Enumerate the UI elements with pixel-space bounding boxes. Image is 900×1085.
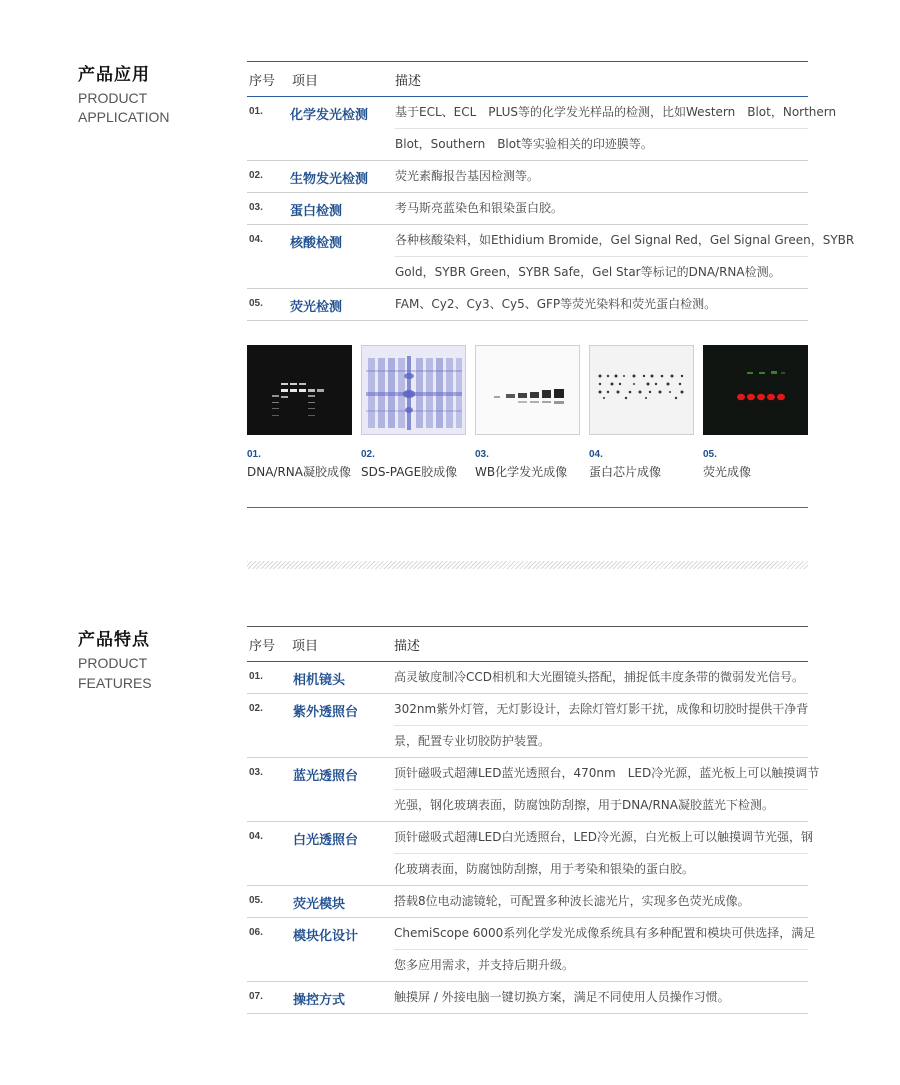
row-item: 相机镜头 (293, 673, 346, 688)
gallery-num: 05. (703, 449, 717, 460)
description-line: 基于ECL、ECL PLUS等的化学发光样品的检测，比如Western Blot，Northern (395, 105, 837, 119)
protein-chip-image (589, 345, 694, 435)
description-line: 光强，钢化玻璃表面，防腐蚀防刮擦，用于DNA/RNA凝胶蓝光下检测。 (394, 789, 808, 821)
description-line: 顶针磁吸式超薄LED蓝光透照台，470nm LED冷光源，蓝光板上可以触摸调节 (394, 766, 820, 780)
table-row (247, 886, 808, 918)
row-item: 蛋白检测 (290, 204, 343, 219)
row-item: 操控方式 (293, 993, 346, 1008)
table-row (247, 289, 808, 321)
row-description (395, 193, 808, 224)
header-seq: 序号 (249, 639, 276, 654)
row-item: 荧光模块 (293, 897, 346, 912)
row-description (394, 822, 814, 885)
row-item: 荧光检测 (290, 300, 343, 315)
section-title-en: PRODUCT (78, 90, 148, 106)
gallery-label: 荧光成像 (703, 465, 752, 479)
row-description (395, 225, 855, 288)
description-line: 荧光素酶报告基因检测等。 (395, 169, 540, 183)
description-line: FAM、Cy2、Cy3、Cy5、GFP等荧光染料和荧光蛋白检测。 (395, 297, 717, 311)
table-row (247, 161, 808, 193)
table-row (247, 193, 808, 225)
gallery-label: DNA/RNA凝胶成像 (247, 465, 351, 479)
application-table (247, 61, 855, 321)
row-number: 01. (249, 671, 263, 682)
gallery-num: 03. (475, 449, 489, 460)
table-row (247, 694, 808, 758)
table-row (247, 918, 816, 982)
table-row (247, 662, 808, 694)
gallery-label: WB化学发光成像 (475, 465, 568, 479)
row-description (395, 289, 808, 320)
row-number: 02. (249, 703, 263, 714)
row-item: 化学发光检测 (290, 108, 369, 123)
row-number: 07. (249, 991, 263, 1002)
row-description (395, 161, 808, 192)
fluorescence-image (703, 345, 808, 435)
section-title: 产品应用 (78, 65, 150, 85)
hatch-divider (247, 561, 808, 569)
description-line: 化玻璃表面，防腐蚀防刮擦，用于考染和银染的蛋白胶。 (394, 853, 808, 885)
row-description (394, 662, 808, 693)
description-line: Blot，Southern Blot等实验相关的印迹膜等。 (395, 128, 808, 160)
section-title-en: PRODUCT (78, 655, 148, 671)
row-item: 生物发光检测 (290, 172, 369, 187)
row-number: 01. (249, 106, 263, 117)
table-row (247, 822, 814, 886)
section-title-en: FEATURES (78, 675, 152, 691)
table-row (247, 97, 837, 161)
gallery-num: 01. (247, 449, 261, 460)
row-item: 核酸检测 (290, 236, 343, 251)
description-line: ChemiScope 6000系列化学发光成像系统具有多种配置和模块可供选择，满足 (394, 926, 816, 940)
table-header (247, 626, 808, 662)
gallery-num: 04. (589, 449, 603, 460)
row-item: 蓝光透照台 (293, 769, 359, 784)
features-table (247, 626, 820, 1014)
description-line: 您多应用需求，并支持后期升级。 (394, 949, 808, 981)
description-line: 各种核酸染料，如Ethidium Bromide，Gel Signal Red，Gel Signal Green，SYBR (395, 233, 855, 247)
row-number: 04. (249, 831, 263, 842)
gel-image-dna (247, 345, 352, 435)
row-description (395, 97, 837, 160)
table-row (247, 225, 855, 289)
table-row (247, 758, 820, 822)
row-description (394, 886, 808, 917)
row-description (394, 694, 808, 757)
description-line: 顶针磁吸式超薄LED白光透照台，LED冷光源，白光板上可以触摸调节光强，钢 (394, 830, 814, 844)
row-number: 05. (249, 298, 263, 309)
gallery-num: 02. (361, 449, 375, 460)
description-line: 考马斯亮蓝染色和银染蛋白胶。 (395, 201, 564, 215)
row-number: 03. (249, 202, 263, 213)
gel-image-sds-page (361, 345, 466, 435)
row-number: 04. (249, 234, 263, 245)
section-title-en: APPLICATION (78, 109, 170, 125)
table-body (247, 97, 855, 321)
header-desc: 描述 (394, 639, 421, 654)
description-line: 景，配置专业切胶防护装置。 (394, 725, 808, 757)
row-number: 05. (249, 895, 263, 906)
description-line: 触摸屏 / 外接电脑一键切换方案，满足不同使用人员操作习惯。 (394, 990, 730, 1004)
gel-image-wb (475, 345, 580, 435)
row-description (394, 758, 820, 821)
row-number: 02. (249, 170, 263, 181)
divider (247, 507, 808, 508)
description-line: 搭载8位电动滤镜轮，可配置多种波长滤光片，实现多色荧光成像。 (394, 894, 750, 908)
description-line: 302nm紫外灯管，无灯影设计，去除灯管灯影干扰，成像和切胶时提供干净背 (394, 702, 809, 716)
description-line: Gold，SYBR Green，SYBR Safe，Gel Star等标记的DNA/RNA检测。 (395, 256, 808, 288)
section-title: 产品特点 (78, 630, 150, 650)
row-item: 白光透照台 (293, 833, 359, 848)
row-item: 模块化设计 (293, 929, 359, 944)
application-section (0, 0, 900, 540)
gallery-label: 蛋白芯片成像 (589, 465, 662, 479)
table-header (247, 61, 808, 97)
row-item: 紫外透照台 (293, 705, 359, 720)
header-desc: 描述 (395, 74, 422, 89)
row-number: 06. (249, 927, 263, 938)
header-seq: 序号 (249, 74, 276, 89)
gallery-label: SDS-PAGE胶成像 (361, 465, 458, 479)
row-description (394, 918, 816, 981)
header-item: 项目 (292, 74, 319, 89)
row-description (394, 982, 808, 1013)
row-number: 03. (249, 767, 263, 778)
header-item: 项目 (292, 639, 319, 654)
table-body (247, 662, 820, 1014)
table-row (247, 982, 808, 1014)
description-line: 高灵敏度制冷CCD相机和大光圈镜头搭配，捕捉低丰度条带的微弱发光信号。 (394, 670, 805, 684)
